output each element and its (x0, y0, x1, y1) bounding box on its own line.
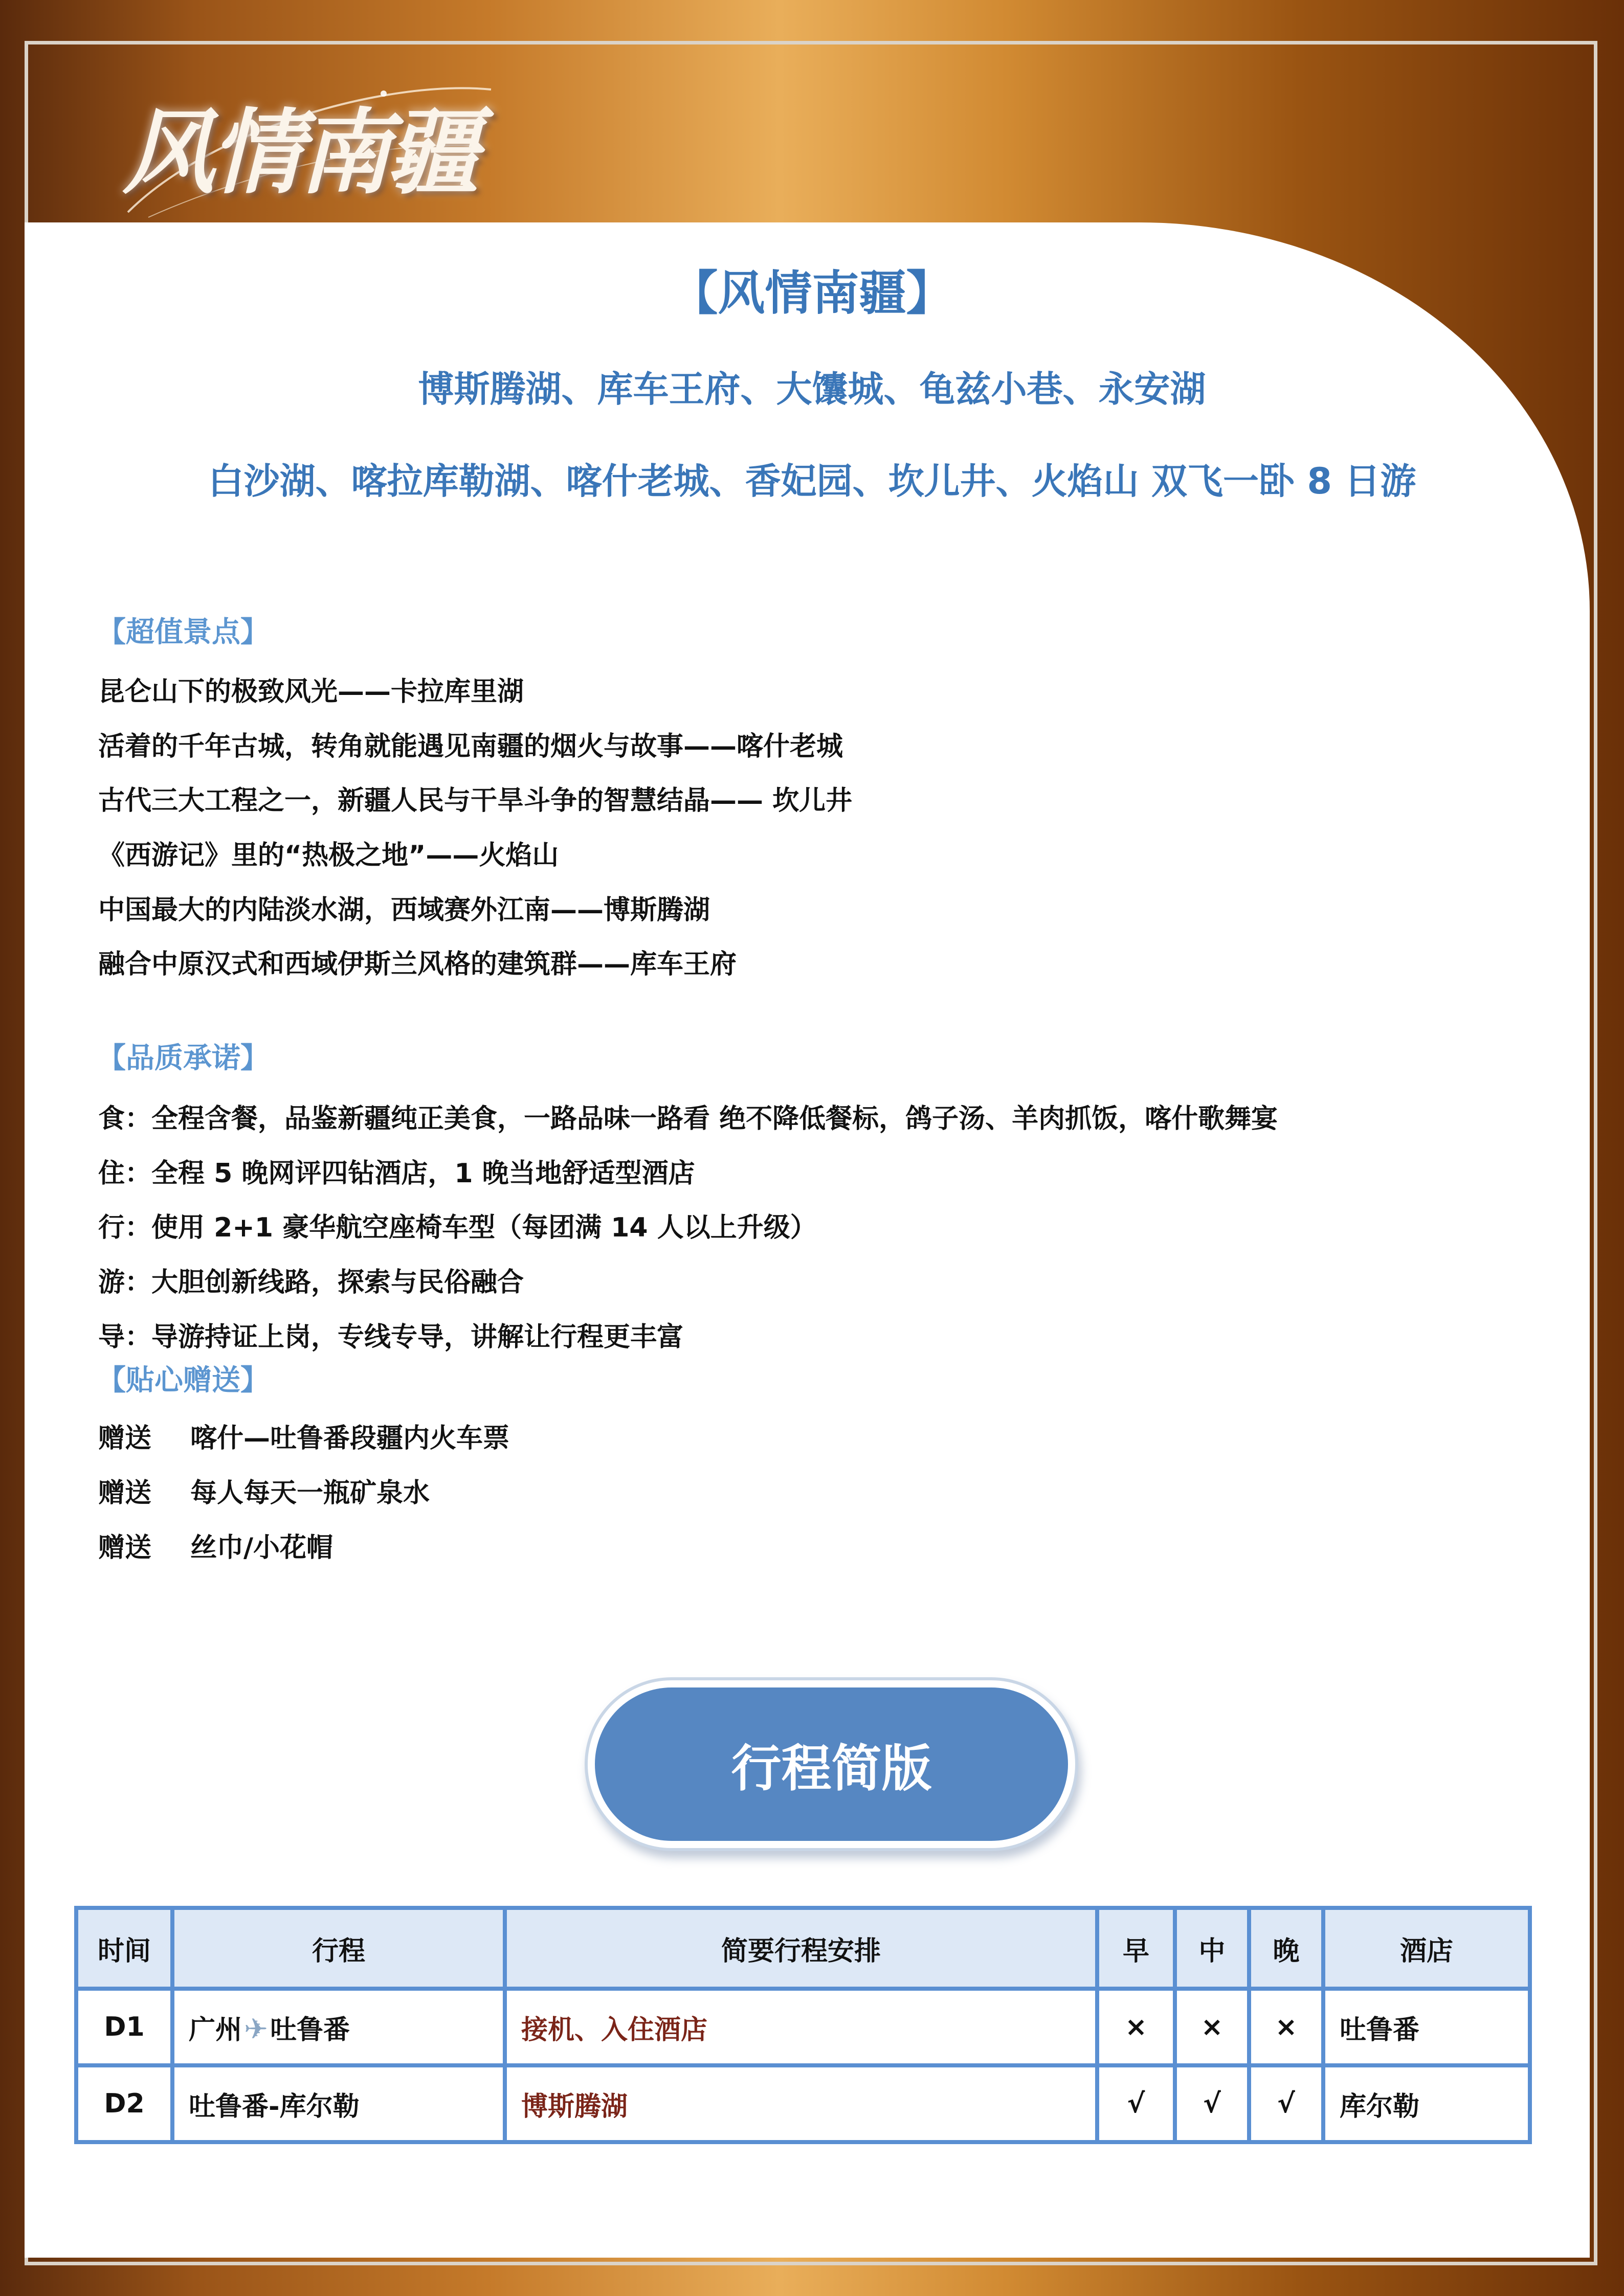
route-to: 吐鲁番 (270, 2014, 350, 2045)
dinner-cell: × (1249, 1989, 1323, 2065)
highlight-item: 活着的千年古城，转角就能遇见南疆的烟火与故事——喀什老城 (98, 731, 843, 762)
itinerary-summary-label: 行程简版 (731, 1739, 932, 1798)
quality-item: 导：导游持证上岗，专线专导，讲解让行程更丰富 (98, 1322, 684, 1353)
route-from: 广州 (189, 2014, 242, 2045)
page-subtitle-2: 白沙湖、喀拉库勒湖、喀什老城、香妃园、坎儿井、火焰山 双飞一卧 8 日游 (208, 460, 1416, 502)
dinner-cell: √ (1249, 2065, 1323, 2142)
highlight-item: 《西游记》里的“热极之地”——火焰山 (98, 840, 559, 871)
logo-text: 风情南疆 (123, 99, 475, 207)
quality-heading: 【品质承诺】 (97, 1042, 269, 1075)
breakfast-cell: × (1097, 1989, 1175, 2065)
gift-item (98, 1471, 430, 1510)
gift-label: 赠送 (98, 1423, 152, 1454)
gifts-heading: 【贴心赠送】 (97, 1364, 269, 1397)
itinerary-table (74, 1906, 1532, 2144)
gift-item (98, 1416, 509, 1455)
hotel-cell: 吐鲁番 (1323, 1989, 1530, 2065)
itinerary-summary-button[interactable] (595, 1687, 1068, 1841)
highlight-item: 融合中原汉式和西域伊斯兰风格的建筑群——库车王府 (98, 949, 737, 980)
page-title: 【风情南疆】 (671, 266, 953, 321)
quality-item: 行：使用 2+1 豪华航空座椅车型（每团满 14 人以上升级） (98, 1212, 817, 1243)
highlight-item: 古代三大工程之一，新疆人民与干旱斗争的智慧结晶—— 坎儿井 (98, 785, 853, 816)
hotel-cell: 库尔勒 (1323, 2065, 1530, 2142)
lunch-cell: × (1175, 1989, 1249, 2065)
col-header-lunch: 中 (1175, 1908, 1249, 1989)
plan-cell: 接机、入住酒店 (505, 1989, 1097, 2065)
highlight-item: 中国最大的内陆淡水湖，西域赛外江南——博斯腾湖 (98, 895, 710, 926)
highlight-item: 昆仑山下的极致风光——卡拉库里湖 (98, 677, 524, 707)
col-header-plan: 简要行程安排 (505, 1908, 1097, 1989)
gift-text: 喀什—吐鲁番段疆内火车票 (190, 1423, 510, 1454)
airplane-icon: ✈ (244, 2012, 268, 2046)
day-cell: D1 (76, 1989, 172, 2065)
brand-logo (118, 69, 506, 222)
col-header-route: 行程 (172, 1908, 505, 1989)
route-cell: 吐鲁番-库尔勒 (172, 2065, 505, 2142)
table-header-row (76, 1908, 1530, 1989)
lunch-cell: √ (1175, 2065, 1249, 2142)
quality-item: 食：全程含餐，品鉴新疆纯正美食，一路品味一路看 绝不降低餐标，鸽子汤、羊肉抓饭，喀什歌舞宴 (98, 1104, 1278, 1134)
gift-label: 赠送 (98, 1478, 152, 1509)
gift-text: 丝巾/小花帽 (190, 1533, 333, 1563)
gift-label: 赠送 (98, 1533, 152, 1563)
table-row (76, 2065, 1530, 2142)
day-cell: D2 (76, 2065, 172, 2142)
col-header-time: 时间 (76, 1908, 172, 1989)
highlights-heading: 【超值景点】 (97, 616, 269, 649)
col-header-hotel: 酒店 (1323, 1908, 1530, 1989)
quality-item: 住：全程 5 晚网评四钻酒店，1 晚当地舒适型酒店 (98, 1158, 695, 1189)
quality-item: 游：大胆创新线路，探索与民俗融合 (98, 1267, 524, 1298)
route-cell (172, 1989, 505, 2065)
col-header-dinner: 晚 (1249, 1908, 1323, 1989)
table-row (76, 1989, 1530, 2065)
col-header-breakfast: 早 (1097, 1908, 1175, 1989)
breakfast-cell: √ (1097, 2065, 1175, 2142)
gift-item (98, 1526, 333, 1564)
gift-text: 每人每天一瓶矿泉水 (190, 1478, 430, 1509)
plan-cell: 博斯腾湖 (505, 2065, 1097, 2142)
page-subtitle-1: 博斯腾湖、库车王府、大馕城、龟兹小巷、永安湖 (418, 368, 1206, 410)
